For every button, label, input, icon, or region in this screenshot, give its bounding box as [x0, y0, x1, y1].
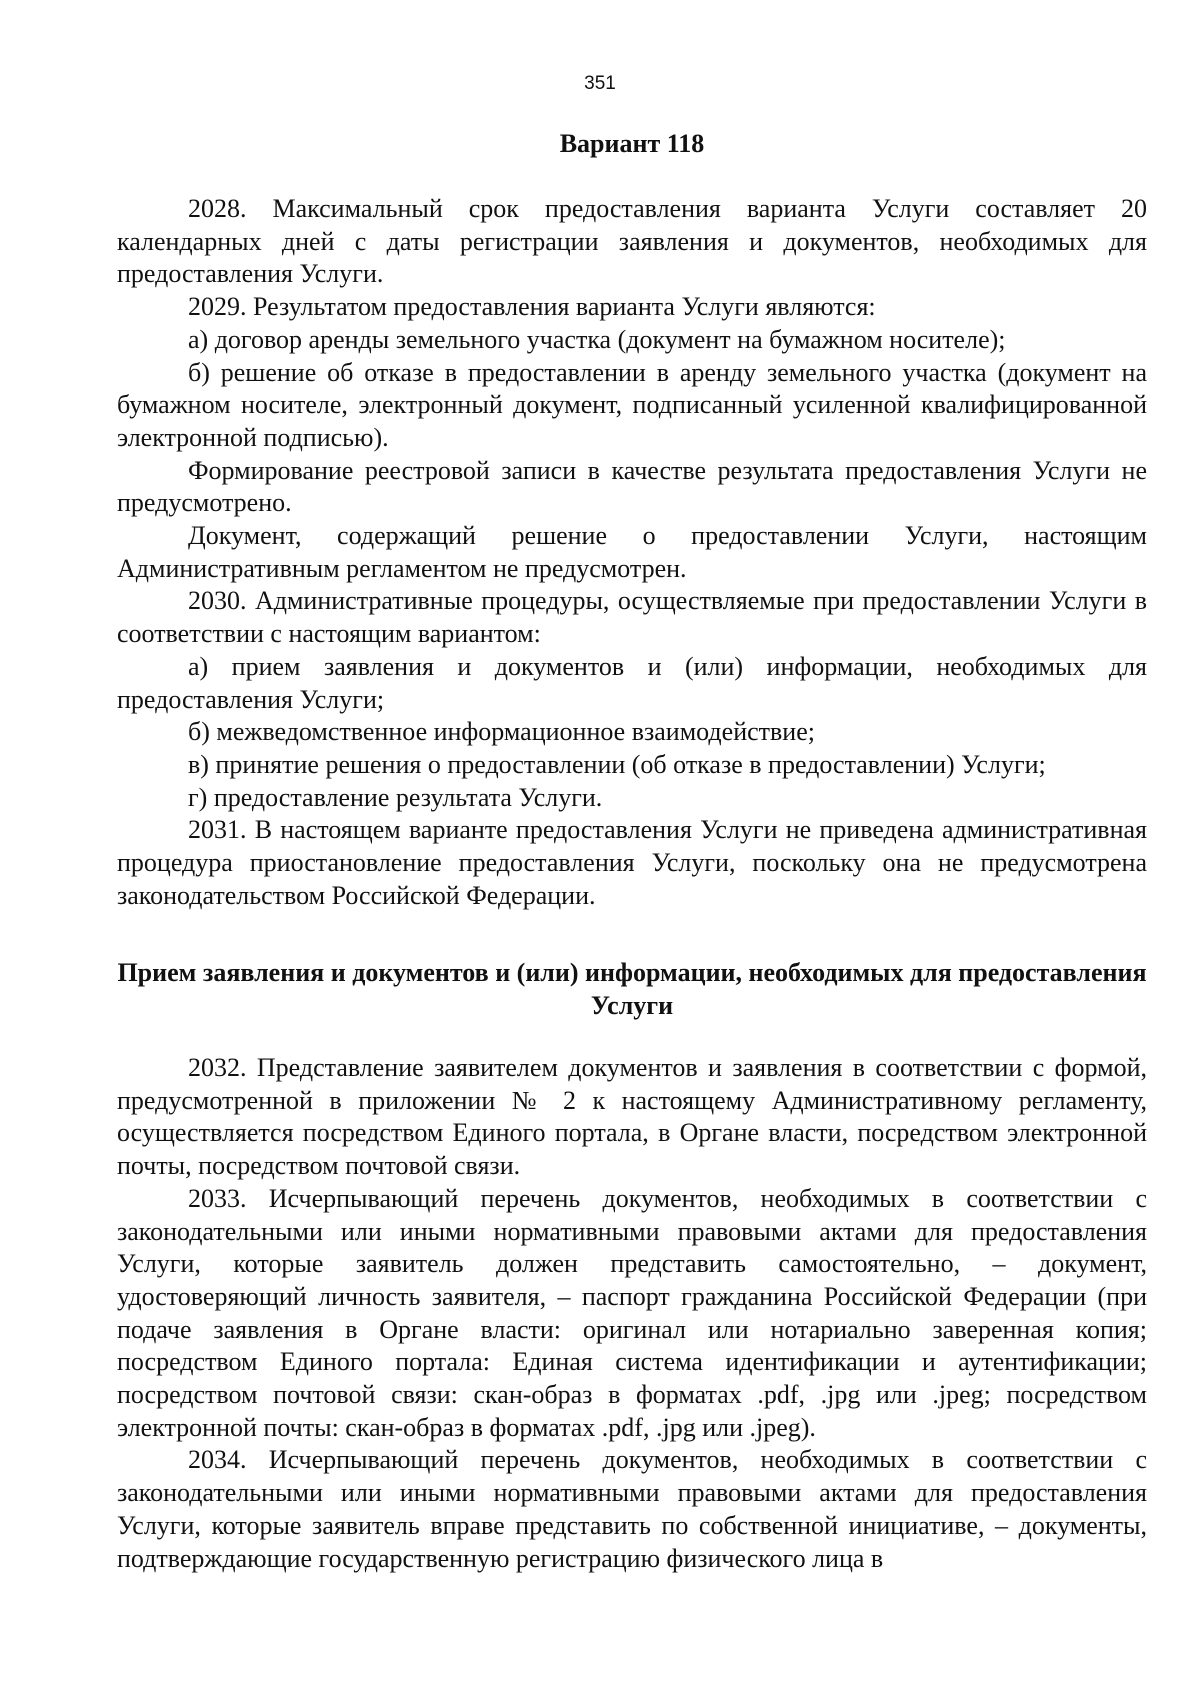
- paragraph-decision-document: Документ, содержащий решение о предоставлении Услуги, настоящим Административным регламентом не предусмотрен.: [117, 521, 1147, 583]
- text-section-1: [117, 193, 1147, 912]
- list-item-2029-a: а) договор аренды земельного участка (документ на бумажном носителе);: [188, 324, 1006, 354]
- paragraph-2033: 2033. Исчерпывающий перечень документов, необходимых в соответствии с законодательными или иными нормативными правовыми актами для предоставления Услуги, которые заявитель должен представить самостоятельно, – документ, удостоверяющий личность заявителя, – паспорт гражданина Российской Федерации (при подаче заявления в Органе власти: оригинал или нотариально заверенная копия; посредством Единого портала: Единая система идентификации и аутентификации; посредством почтовой связи: скан-образ в форматах .pdf, .jpg или .jpeg; посредством электронной почты: скан-образ в форматах .pdf, .jpg или .jpeg).: [117, 1183, 1147, 1442]
- list-item-2029-b: б) решение об отказе в предоставлении в аренду земельного участка (документ на бумажном носителе, электронный документ, подписанный усиленной квалифицированной электронной подписью).: [117, 357, 1147, 452]
- text-section-2: [117, 1052, 1147, 1575]
- section-heading-block: [117, 957, 1147, 1022]
- paragraph-2029: 2029. Результатом предоставления варианта Услуги являются:: [188, 292, 876, 322]
- paragraph-2028: 2028. Максимальный срок предоставления варианта Услуги составляет 20 календарных дней с даты регистрации заявления и документов, необходимых для предоставления Услуги.: [117, 194, 1147, 289]
- list-item-2030-b: б) межведомственное информационное взаимодействие;: [188, 717, 815, 747]
- page-number: 351: [584, 73, 616, 94]
- paragraph-registry-record: Формирование реестровой записи в качестве результата предоставления Услуги не предусмотрено.: [117, 455, 1147, 518]
- document-title: Вариант 118: [559, 129, 705, 158]
- paragraph-2030: 2030. Административные процедуры, осуществляемые при предоставлении Услуги в соответствии с настоящим вариантом:: [117, 586, 1147, 649]
- paragraph-2031: 2031. В настоящем варианте предоставления Услуги не приведена административная процедура приостановление предоставления Услуги, поскольку она не предусмотрена законодательством Российской Федерации.: [117, 815, 1147, 910]
- list-item-2030-a: а) прием заявления и документов и (или) информации, необходимых для предоставления Услуги;: [117, 651, 1147, 714]
- paragraph-2034: 2034. Исчерпывающий перечень документов, необходимых в соответствии с законодательными или иными нормативными правовыми актами для предоставления Услуги, которые заявитель вправе представить по собственной инициативе, – документы, подтверждающие государственную регистрацию физического лица в: [117, 1445, 1147, 1573]
- section-heading: Прием заявления и документов и (или) информации, необходимых для предоставления Услуги: [117, 958, 1147, 1020]
- paragraph-2032: 2032. Представление заявителем документов и заявления в соответствии с формой, предусмотренной в приложении № 2 к настоящему Административному регламенту, осуществляется посредством Единого портала, в Органе власти, посредством электронной почты, посредством почтовой связи.: [117, 1053, 1147, 1181]
- list-item-2030-v: в) принятие решения о предоставлении (об отказе в предоставлении) Услуги;: [188, 749, 1046, 779]
- list-item-2030-g: г) предоставление результата Услуги.: [188, 782, 603, 812]
- document-title-block: [117, 128, 1147, 161]
